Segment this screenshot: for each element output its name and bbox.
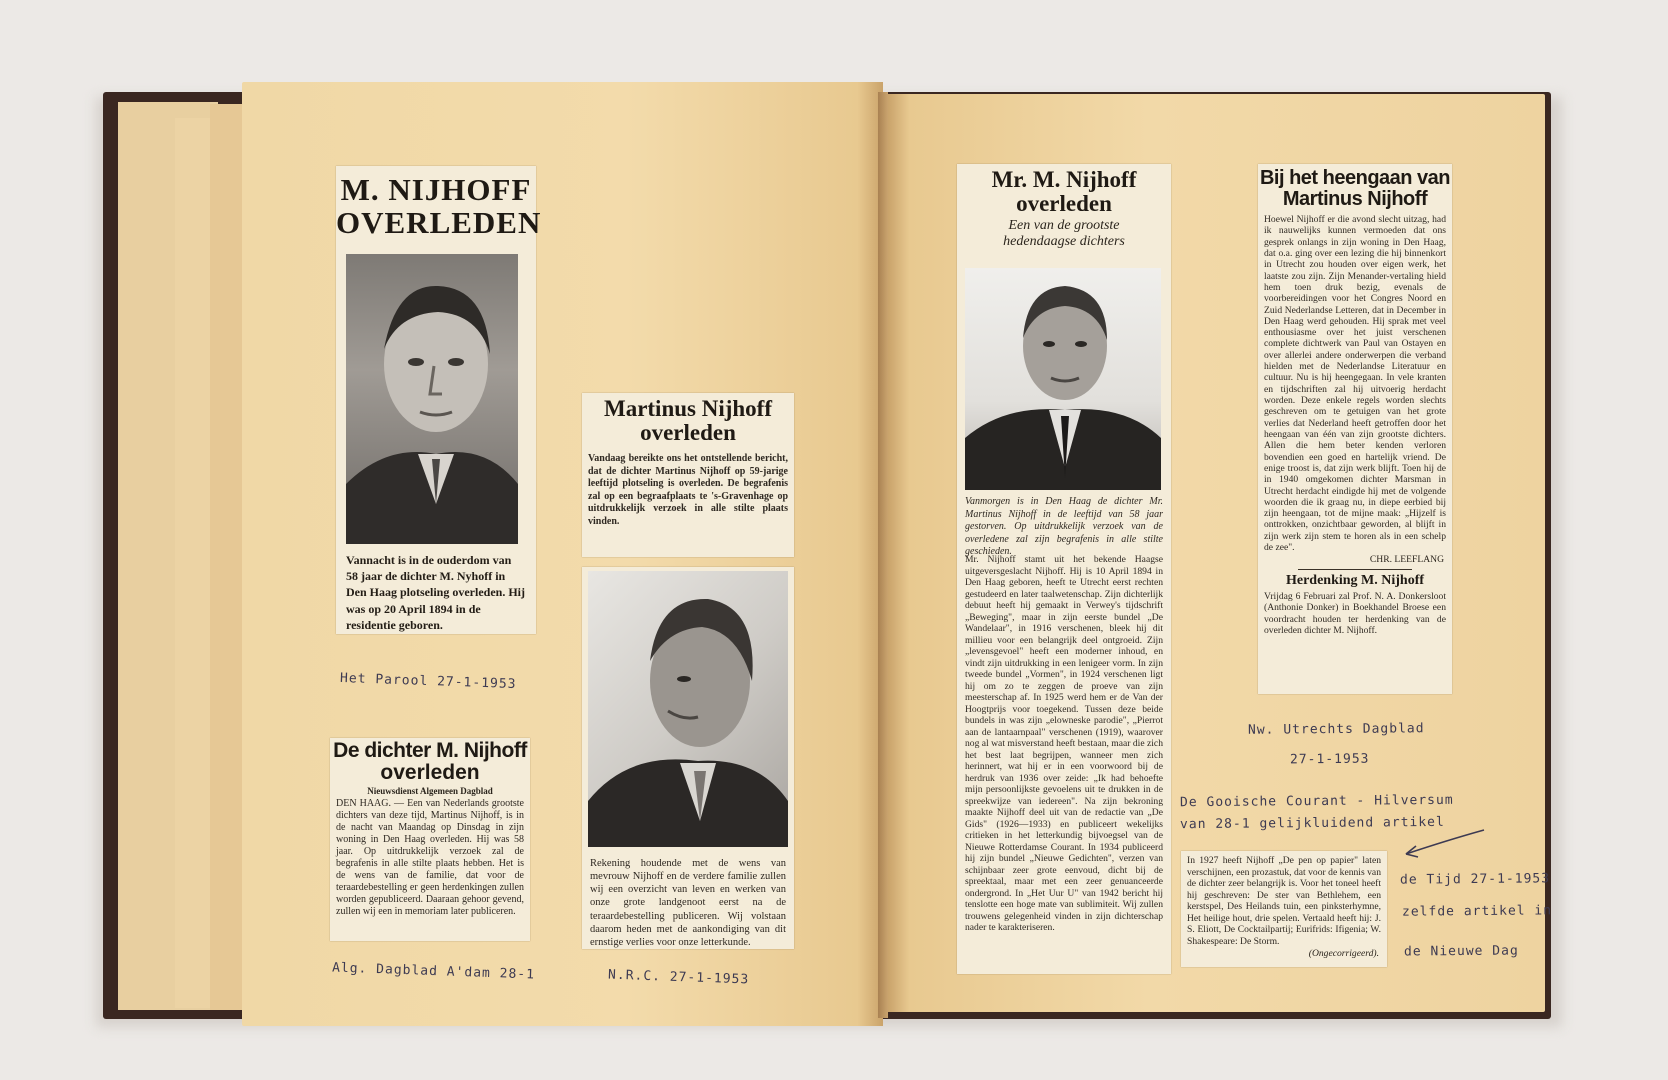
clipping-source: Nieuwsdienst Algemeen Dagblad: [367, 786, 493, 797]
portrait-photo: [346, 254, 518, 544]
clipping-body: Mr. Nijhoff stamt uit het bekende Haagse uitgeversgeslacht Nijhoff. Hij is 10 April 1894 in Den Haag geboren, heeft te Utrecht eerst rechten gestudeerd en later taalwetenschap. Zijn dichterlijk debuut heeft hij gemaakt in Verwey's tijdschrift „Beweging", maar in zijn eerste bundel „De Wandelaar", in 1916 verschenen, bleek hij dit millieu voor een belangrijk deel ontgroeid. Zijn „levensgevoel" heeft een moderner inhoud, en vindt zijn uitdrukking in een lenigeer vorm. In zijn tweede bundel „Vormen", in 1924 verschenen ligt hij om zo te zeggen de proeve van zijn meesterschap af. In 1925 werd hem er de Van der Hoogtprijs voor toegekend. Tussen deze beide bundels in was zijn „elowneske parodie", „Pierrot aan de lantaarnpaal" verschenen (1919), waarover nog al wat misverstand heeft bestaan, maar die zich het best laat begrijpen, wanneer men zich herinnert, wat hij er in een voorwoord bij de herdruk van 1936 over zeide: „Ik had behoefte mijn persoonlijkste gevoelens uit te drukken in de spreekwijze van iedereen". Na zijn bekroning maakte Nijhoff deel uit van de redactie van „De Gids" (1926—1933) en publiceert wekelijks critieken in het letterkundig bijvoegsel van de Nieuwe Rotterdamse Courant. In 1934 publiceerd hij zijn bundel „Nieuwe Gedichten", verzen van schijnbaar zeer grote eenvoud, dicht bij de spreektaal, maar met een zeer genuanceerde ondergrond. In „Het Uur U" van 1942 bericht hij tenslotte een hoge mate van sublimiteit. Wij zullen trouwens gelegenheid vinden in zijn dichterschap nader te karakteriseren.: [965, 554, 1163, 933]
portrait-illustration: [965, 268, 1161, 490]
clipping-headline: overleden: [640, 420, 736, 446]
clipping-body: Vannacht is in de ouderdom van 58 jaar de dichter M. Nyhoff in Den Haag plotseling overleden. Hij was op 20 April 1894 in de residentie geboren.: [346, 553, 525, 632]
clipping-headline: Mr. M. Nijhoff: [991, 167, 1137, 192]
annotation-tijd-2: zelfde artikel in: [1401, 903, 1553, 920]
clipping-headline: Martinus Nijhoff: [603, 396, 773, 421]
clipping-signature: CHR. LEEFLANG: [1369, 554, 1444, 566]
clipping-headline: M. NIJHOFF: [340, 172, 532, 207]
clipping-nrc: [582, 393, 794, 557]
clipping-tijd: [1258, 164, 1452, 694]
annotation-tijd-3: de Nieuwe Dag: [1403, 943, 1519, 960]
clipping-body: In 1927 heeft Nijhoff „De pen op papier" laten verschijnen, een prozastuk, dat voor de kennis van de dichter zeer belangrijk is. Voor het toneel heeft hij geschreven: De ster van Bethlehem, een kerstspel, Des Heilands tuin, een pinksterhymne, Het heilige hout, drie spelen. Vertaald heeft hij: J. S. Eliott, De Cocktailpartij; Eurifrids: Ifigenia; W. Shakespeare: De Storm.: [1187, 855, 1381, 947]
annotation-algemeen: Alg. Dagblad A'dam 28-1: [331, 960, 536, 983]
portrait-illustration: [346, 254, 518, 544]
clipping-body: Rekening houdende met de wens van mevrouw Nijhoff en de verdere familie zullen wij een overzicht van leven en werken van onze grote landgenoot eerst na de teraardebestelling publiceren. Wij volstaan daarom heden met de aankondiging van dit ernstige verlies voor onze letterkunde.: [590, 858, 786, 948]
annotation-gooische-2: van 28-1 gelijkluidend artikel: [1179, 814, 1445, 833]
divider: [1298, 569, 1412, 570]
clipping-subheadline: Herdenking M. Nijhoff: [1285, 573, 1425, 589]
clipping-parool: [336, 166, 542, 634]
clipping-headline: overleden: [1016, 191, 1112, 217]
clipping-headline: Bij het heengaan van: [1259, 167, 1451, 189]
annotation-tijd: de Tijd 27-1-1953: [1399, 871, 1551, 888]
clipping-headline: OVERLEDEN: [336, 204, 542, 240]
clipping-body: Vrijdag 6 Februari zal Prof. N. A. Donkersloot (Anthonie Donker) in Boekhandel Broese een voordracht houden ter herdenking van de overleden dichter M. Nijhoff.: [1264, 591, 1446, 636]
clipping-headline: De dichter M. Nijhoff: [333, 739, 527, 762]
clipping-body: DEN HAAG. — Een van Nederlands grootste dichters van deze tijd, Martinus Nijhoff, is in de nacht van Maandag op Dinsdag in zijn woning in Den Haag overleden. Hij was 58 jaar. Op uitdrukkelijk verzoek zal de begrafenis in alle stilte plaats hebben. Het is de wens van de familie, dat voor de teraardebestelling er geen herdenkingen zullen worden gepubliceerd. Daaraan gehoor gevend, zullen wij een in memoriam later publiceren.: [336, 798, 524, 918]
clipping-utrechts: [957, 164, 1171, 974]
clipping-nrc-photo: [582, 567, 794, 949]
clipping-body: Vandaag bereikte ons het ontstellende bericht, dat de dichter Martinus Nijhoff op 59-jarige leeftijd plotseling is overleden. De begrafenis zal op een begraafplaats te 's-Gravenhage op uitdrukkelijk verzoek in alle stilte plaats vinden.: [588, 453, 788, 527]
clipping-body: Hoewel Nijhoff er die avond slecht uitzag, had ik nauwelijks kunnen vermoeden dat ons gesprek onlangs in zijn woning in Den Haag, dat o.a. ging over een lezing die hij binnenkort in Utrecht zou houden over eigen werk, het laatste zou zijn. Zijn Menander-vertaling hield hem toen druk bezig, evenals de voorbereidingen voor het Congres Noord en Zuid Nederlandse Letteren, dat in December in Den Haag werd gehouden. Hij sprak met veel enthousiasme over het juist verschenen complete dichtwerk van Paul van Ostayen en over allerlei andere onderwerpen die verband hielden met de Nederlandse Literatuur en cultuur. Nu is hij heengegaan. In vele kranten en tijdschriften zal hij uitvoerig herdacht worden. Deze enkele regels worden slechts geschreven om te getuigen van het grote verlies dat Nederland heeft getroffen door het heengaan van één van zijn grootste dichters. Allen die hem beter kenden verloren bovendien een goed en hartelijk vriend. De enige troost is, dat zijn werk blijft. Toen hij de in 1940 omgekomen dichter Marsman in Utrecht herdacht eindigde hij met de volgende woorden die ik graag nu, in diepe eerbied bij zijn heengaan, tot de mijne maak: „Hijzelf is onttrokken, onzichtbaar geworden, al blijft in zijn werk zijn stem te horen als in een schelp de zee".: [1264, 214, 1446, 554]
clipping-pen: [1181, 851, 1387, 967]
book-gutter: [878, 92, 888, 1018]
portrait-illustration: [588, 571, 788, 847]
clipping-headline: overleden: [380, 761, 480, 785]
annotation-gooische: De Gooische Courant - Hilversum: [1179, 792, 1454, 811]
annotation-nrc: N.R.C. 27-1-1953: [607, 967, 750, 988]
portrait-photo: [588, 571, 788, 847]
annotation-parool: Het Parool 27-1-1953: [339, 670, 517, 693]
portrait-photo: [965, 268, 1161, 490]
arrow-icon: [1398, 826, 1488, 866]
clipping-algemeen: [330, 738, 530, 941]
clipping-headline: Martinus Nijhoff: [1282, 188, 1428, 210]
clipping-note: (Ongecorrigeerd).: [1308, 948, 1379, 959]
clipping-caption: Vanmorgen is in Den Haag de dichter Mr. Martinus Nijhoff in de leeftijd van 58 jaar gestorven. Op uitdrukkelijk verzoek van de overledene zal zijn begrafenis in alle stilte geschieden.: [965, 496, 1163, 557]
clipping-subhead: Een van de grootste hedendaagse dichters: [1003, 218, 1125, 250]
annotation-utrechts-date: 27-1-1953: [1289, 751, 1370, 768]
annotation-utrechts: Nw. Utrechts Dagblad: [1247, 721, 1425, 738]
